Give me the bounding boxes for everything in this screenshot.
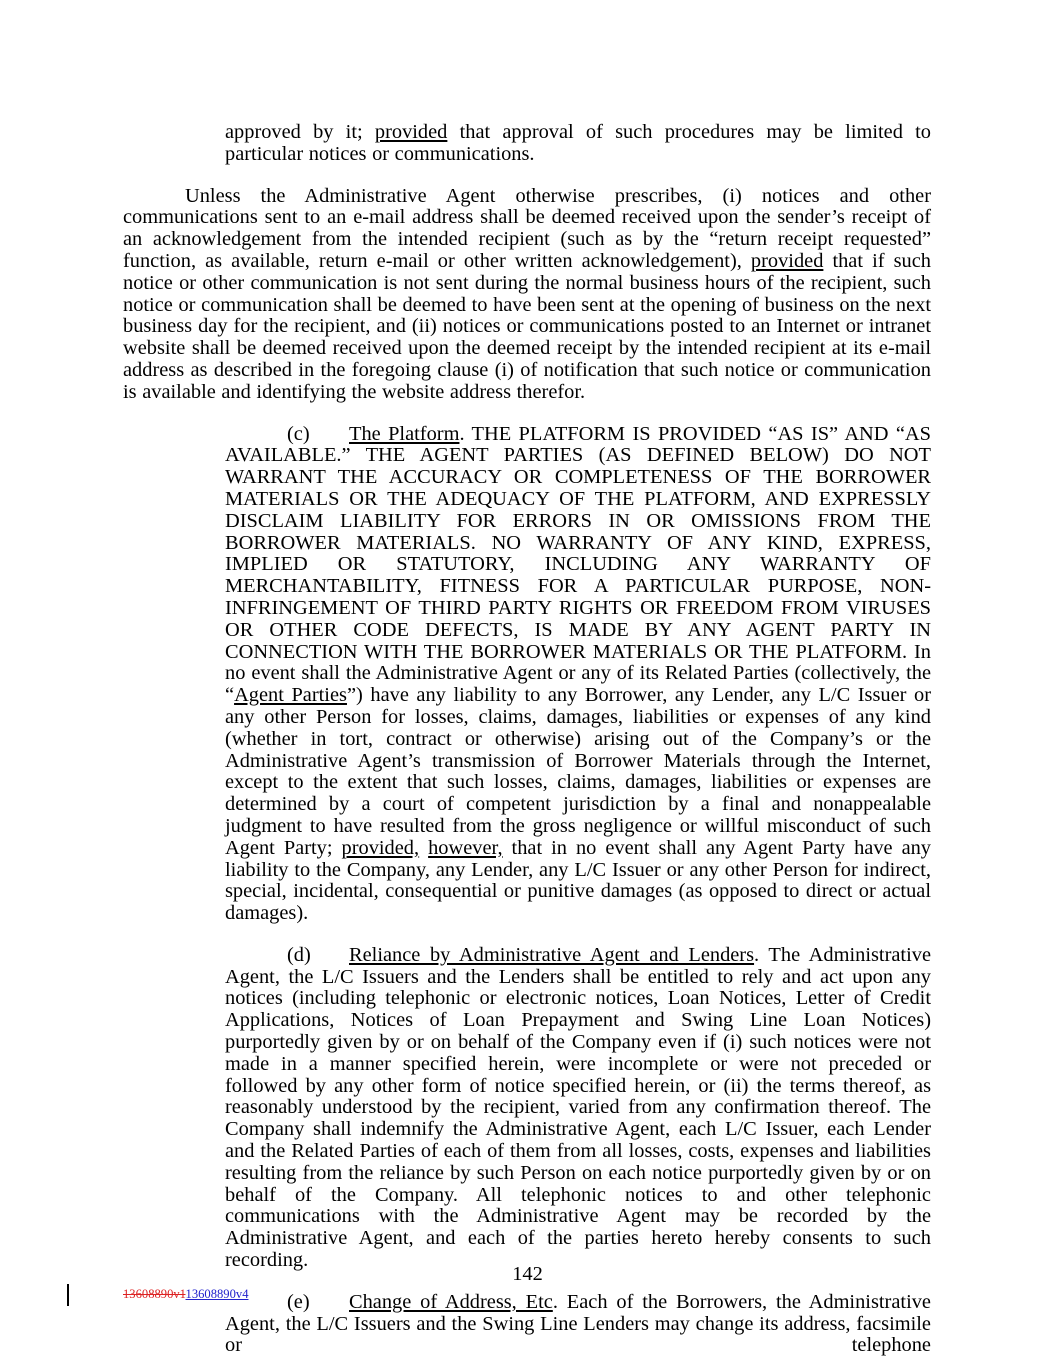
text-run: that in no event shall any Agent Party have any liability to the Company, any Lender, any L/C Issuer or any other Person for indirect, special, incidental, consequential or punitive damages (as opposed to direct or actual damages). [225, 836, 932, 925]
revision-change-bar [67, 1284, 69, 1306]
clause-heading: Change of Address, Etc [349, 1290, 553, 1313]
paragraph-notices [123, 186, 931, 404]
text-run: approved by it; [225, 121, 375, 143]
clause-letter: (e) [287, 1290, 310, 1313]
text-run: . The Administrative Agent, the L/C Issuers and the Lenders shall be entitled to rely and act upon any notices (including telephonic or electronic notices, Loan Notices, Letter of Credit Applications, Notices of Loan Prepayment and Swing Line Loan Notices) purportedly given by or on behalf of the Company even if (i) such notices were not made in a manner specified herein, were incomplete or were not preceded or followed by any other form of notice specified herein, or (ii) the terms thereof, as reasonably understood by the recipient, varied from any confirmation thereof. The Company shall indemnify the Administrative Agent, each L/C Issuer, each Lender and the Related Parties of each of them from all losses, costs, expenses and liabilities resulting from the reliance by such Person on each notice purportedly given by or on behalf of the Company. All telephonic notices to and other telephonic communications with the Administrative Agent may be recorded by the Administrative Agent, and each of the parties hereto hereby consents to such recording. [225, 943, 931, 1272]
document-id-footer [123, 1287, 248, 1301]
text-run: Unless the Administrative Agent otherwise prescribes, (i) notices and other communications sent to an e-mail address shall be deemed received upon the sender’s receipt of an acknowledgement from the intended recipient (such as by the “return receipt requested” function, as available, return e-mail or other written acknowledgement), [123, 184, 931, 272]
text-run: . THE PLATFORM IS PROVIDED “AS IS” AND “AS AVAILABLE.” THE AGENT PARTIES (AS DEFINED BELOW) DO NOT WARRANT THE ACCURACY OR COMPLETENESS OF THE BORROWER MATERIALS OR THE ADEQUACY OF THE PLATFORM, AND EXPRESSLY DISCLAIM LIABILITY FOR ERRORS IN OR OMISSIONS FROM THE BORROWER MATERIALS. NO WARRANTY OF ANY KIND, EXPRESS, IMPLIED OR STATUTORY, INCLUDING ANY WARRANTY OF MERCHANTABILITY, FITNESS FOR A PARTICULAR PURPOSE, NON-INFRINGEMENT OF THIRD PARTY RIGHTS OR FREEDOM FROM VIRUSES OR OTHER CODE DEFECTS, IS MADE BY ANY AGENT PARTY IN CONNECTION WITH THE BORROWER MATERIALS OR THE PLATFORM. In no event shall the Administrative Agent or any of its Related Parties (collectively, the “ [225, 422, 932, 707]
clause-letter: (d) [287, 943, 311, 966]
clause-heading: The Platform [349, 422, 460, 445]
page-body [123, 122, 931, 1365]
defined-term-agent-parties: Agent Parties [234, 684, 347, 707]
defined-term-however: however, [428, 836, 503, 859]
page-number: 142 [512, 1263, 543, 1285]
text-run: that approval of such procedures may be limited to particular notices or communications. [225, 121, 931, 165]
defined-term-provided: provided [374, 121, 448, 143]
inserted-document-id: 13608890v4 [185, 1287, 249, 1301]
deleted-document-id: 13608890v1 [123, 1287, 186, 1301]
defined-term-provided: provided [750, 249, 824, 272]
paragraph-continuation [225, 122, 931, 166]
text-run: that if such notice or other communication is not sent during the normal business hours of the recipient, such notice or communication shall be deemed to have been sent at the opening of business on the next business day for the recipient, and (ii) notices or communications posted to an Internet or intranet website shall be deemed received upon the deemed receipt by the intended recipient at its e-mail address as described in the foregoing clause (i) of notification that such notice or communication is available and identifying the website address therefor. [123, 249, 931, 403]
text-run [419, 837, 428, 859]
paragraph-c-the-platform [225, 424, 931, 925]
defined-term-provided: provided, [341, 836, 420, 859]
paragraph-e-change-of-address [225, 1292, 931, 1357]
paragraph-d-reliance [225, 945, 931, 1272]
clause-heading: Reliance by Administrative Agent and Lenders [349, 943, 755, 966]
clause-letter: (c) [287, 422, 310, 445]
text-run: . Each of the Borrowers, the Administrative Agent, the L/C Issuers and the Swing Line Lenders may change its address, facsimile or telephone [225, 1290, 931, 1357]
text-run: ”) have any liability to any Borrower, any Lender, any L/C Issuer or any other Person for losses, claims, damages, liabilities or expenses of any kind (whether in tort, contract or otherwise) arising out of the Company’s or the Administrative Agent’s transmission of Borrower Materials through the Internet, except to the extent that such losses, claims, damages, liabilities or expenses are determined by a court of competent jurisdiction by a final and nonappealable judgment to have resulted from the gross negligence or willful misconduct of such Agent Party; [225, 684, 931, 859]
